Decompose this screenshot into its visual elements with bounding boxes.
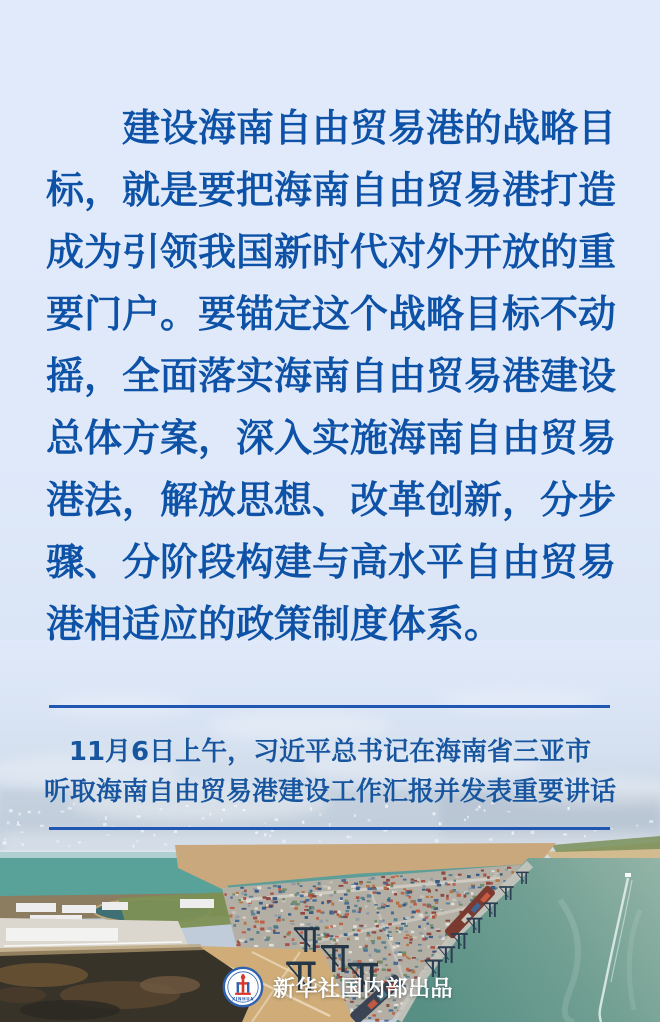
quote-line: 骤、分阶段构建与高水平自由贸易 (46, 539, 617, 584)
divider-bottom (49, 827, 610, 830)
caption (0, 732, 660, 812)
credit-text: 新华社国内部出品 (273, 976, 454, 1002)
quote-line: 总体方案，深入实施海南自由贸易 (46, 415, 617, 460)
quote-line: 港相适应的政策制度体系。 (46, 601, 503, 646)
quote-line: 标，就是要把海南自由贸易港打造 (46, 167, 617, 212)
quote-line: 建设海南自由贸易港的战略目 (46, 105, 617, 150)
logo-text: XINHUA (232, 996, 254, 1002)
footer-credit (222, 964, 453, 1010)
quote-text (46, 97, 620, 655)
divider-top (49, 705, 610, 708)
caption-line-2: 听取海南自由贸易港建设工作汇报并发表重要讲话 (43, 777, 616, 807)
quote-line: 成为引领我国新时代对外开放的重 (46, 229, 617, 274)
quote-line: 摇，全面落实海南自由贸易港建设 (46, 353, 617, 398)
xinhua-emblem-icon (222, 966, 264, 1008)
caption-line-1: 11月6日上午，习近平总书记在海南省三亚市 (68, 737, 592, 767)
quote-line: 港法，解放思想、改革创新，分步 (46, 477, 617, 522)
quote-line: 要门户。要锚定这个战略目标不动 (46, 291, 617, 336)
